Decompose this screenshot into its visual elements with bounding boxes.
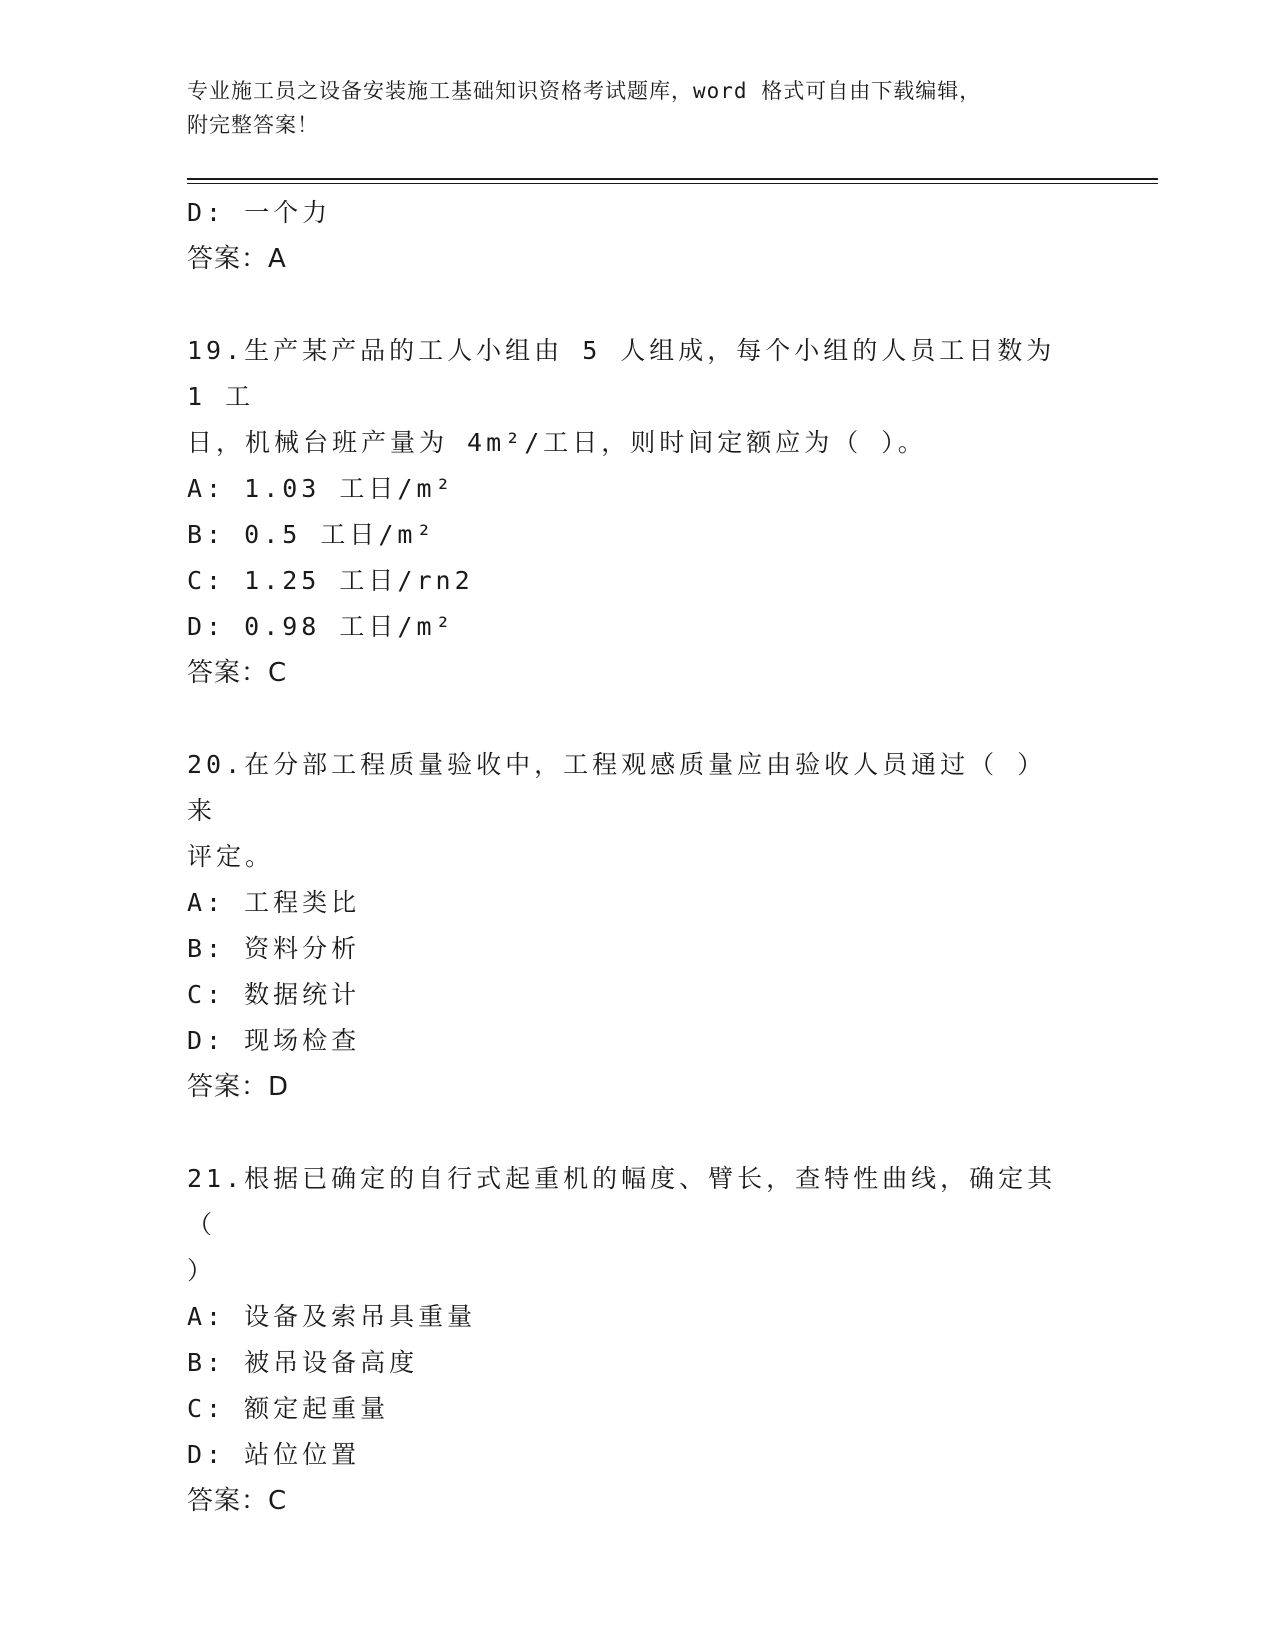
spacer: [187, 696, 1087, 742]
question-19: [187, 328, 1087, 696]
header-line-1: 专业施工员之设备安装施工基础知识资格考试题库，word 格式可自由下载编辑，: [187, 79, 982, 103]
header-divider-thin: [187, 183, 1158, 184]
question-list: [187, 190, 1087, 1524]
option-d: D: 现场检查: [187, 1026, 361, 1055]
question-text-line-2: 日，机械台班产量为 4m²/工日，则时间定额应为（ ）。: [187, 428, 927, 457]
option-d: D: 一个力: [187, 198, 332, 227]
question-text-line-2: ）: [187, 1256, 217, 1285]
answer-line: 答案：C: [187, 1486, 288, 1516]
question-text-line-1: 20.在分部工程质量验收中，工程观感质量应由验收人员通过（ ）来: [187, 750, 1047, 825]
option-d: D: 站位位置: [187, 1440, 361, 1469]
answer-line: 答案：A: [187, 244, 287, 274]
option-c: C: 额定起重量: [187, 1394, 390, 1423]
question-text-line-1: 19.生产某产品的工人小组由 5 人组成，每个小组的人员工日数为 1 工: [187, 336, 1056, 411]
option-a: A: 设备及索吊具重量: [187, 1302, 477, 1331]
answer-line: 答案：C: [187, 658, 288, 688]
question-text-line-2: 评定。: [187, 842, 275, 871]
option-d: D: 0.98 工日/m²: [187, 612, 455, 641]
question-20: [187, 742, 1087, 1110]
spacer: [187, 1110, 1087, 1156]
option-b: B: 0.5 工日/m²: [187, 520, 436, 549]
option-a: A: 工程类比: [187, 888, 361, 917]
header-line-2: 附完整答案！: [187, 113, 319, 137]
question-text-line-1: 21.根据已确定的自行式起重机的幅度、臂长，查特性曲线，确定其（: [187, 1164, 1057, 1239]
option-b: B: 资料分析: [187, 934, 361, 963]
option-a: A: 1.03 工日/m²: [187, 474, 455, 503]
question-21: [187, 1156, 1087, 1524]
option-c: C: 数据统计: [187, 980, 361, 1009]
option-c: C: 1.25 工日/rn2: [187, 566, 474, 595]
answer-line: 答案：D: [187, 1072, 290, 1102]
option-b: B: 被吊设备高度: [187, 1348, 419, 1377]
spacer: [187, 282, 1087, 328]
header-divider-thick: [187, 178, 1158, 180]
document-header: [187, 74, 1067, 142]
previous-question-tail: [187, 190, 1087, 282]
